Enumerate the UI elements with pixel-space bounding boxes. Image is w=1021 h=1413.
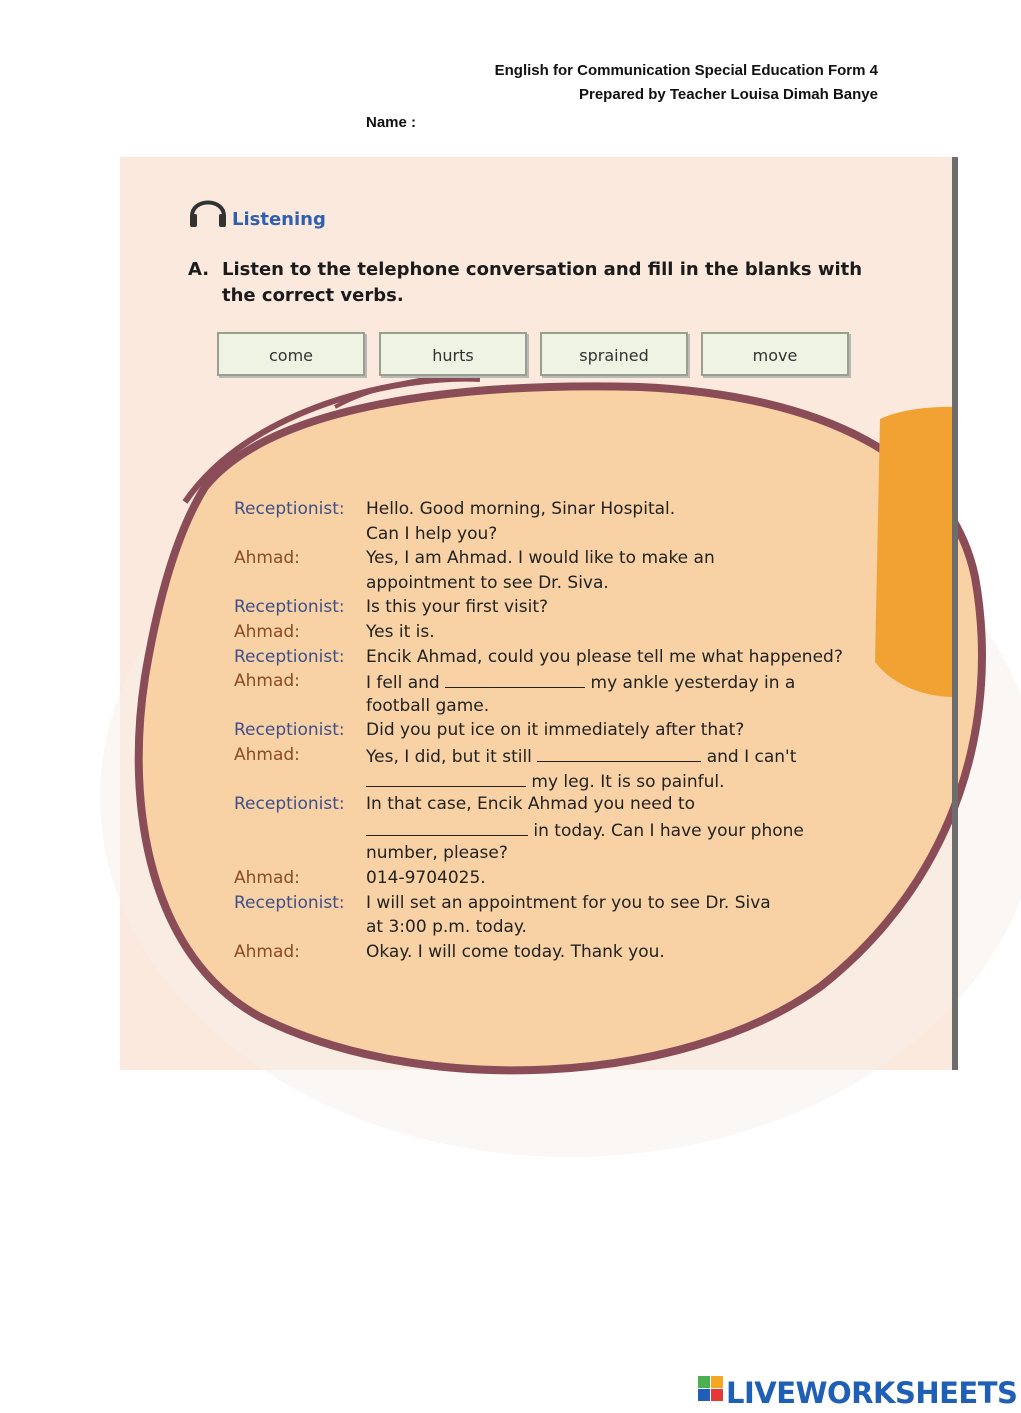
utterance-part: my leg. It is so painful. [531, 771, 725, 792]
utterance: at 3:00 p.m. today. [366, 917, 527, 938]
word-bank-item: move [701, 332, 849, 376]
instruction-text: Listen to the telephone conversation and fill in the blanks with the correct verbs. [222, 259, 863, 306]
utterance: Can I help you? [366, 523, 498, 544]
utterance: 014-9704025. [366, 867, 486, 888]
theme-subtitle: Health and Environment [1010, 441, 1021, 563]
speaker-label: Ahmad: [234, 941, 300, 962]
utterance: In that case, Encik Ahmad you need to [366, 794, 696, 815]
utterance-part: Yes, I did, but it still [366, 746, 532, 767]
utterance: number, please? [366, 843, 508, 864]
word-bank-item: come [217, 332, 365, 376]
section-title: Listening [232, 209, 326, 230]
speaker-label: Ahmad: [234, 621, 300, 642]
header-teacher: Prepared by Teacher Louisa Dimah Banye [579, 86, 878, 103]
utterance [366, 745, 796, 767]
speaker-label: Ahmad: [234, 548, 300, 569]
blank-2[interactable] [537, 745, 701, 762]
theme-tab [991, 422, 1021, 582]
utterance: Yes, I am Ahmad. I would like to make an [366, 548, 715, 569]
utterance: Encik Ahmad, could you please tell me what happened? [366, 646, 843, 667]
utterance-part: and I can't [706, 746, 797, 767]
utterance: I will set an appointment for you to see Dr. Siva [366, 892, 771, 913]
utterance-part: in today. Can I have your phone [533, 820, 804, 841]
word-bank-item: hurts [379, 332, 527, 376]
utterance: Is this your first visit? [366, 597, 549, 618]
utterance: Did you put ice on it immediately after that? [366, 720, 745, 741]
blank-3[interactable] [366, 770, 526, 787]
speaker-label: Ahmad: [234, 671, 300, 692]
name-label: Name : [366, 114, 417, 131]
utterance: football game. [366, 695, 490, 716]
liveworksheets-logo-icon [698, 1376, 724, 1402]
speaker-label: Ahmad: [234, 744, 300, 765]
headphones-icon [188, 190, 232, 230]
header-course-title: English for Communication Special Education Form 4 [494, 62, 878, 79]
instruction [188, 257, 878, 309]
utterance [366, 671, 795, 693]
liveworksheets-brand: LIVEWORKSHEETS [726, 1376, 1018, 1410]
speaker-label: Ahmad: [234, 867, 300, 888]
blank-4[interactable] [366, 819, 528, 836]
utterance-part: my ankle yesterday in a [590, 673, 796, 694]
utterance-part: I fell and [366, 673, 440, 694]
utterance [366, 819, 804, 841]
speaker-label: Receptionist: [234, 499, 345, 519]
instruction-letter: A. [188, 259, 210, 280]
panel-right-border [952, 157, 958, 1070]
theme-tab-shape [875, 407, 954, 697]
worksheet-panel [120, 157, 1021, 1070]
theme-title: THEME 2 [991, 462, 1010, 542]
utterance: Yes it is. [366, 621, 435, 642]
speaker-label: Receptionist: [234, 794, 345, 815]
utterance: Hello. Good morning, Sinar Hospital. [366, 499, 676, 519]
utterance: Okay. I will come today. Thank you. [366, 941, 665, 962]
speaker-label: Receptionist: [234, 646, 345, 667]
speaker-label: Receptionist: [234, 892, 345, 913]
speaker-label: Receptionist: [234, 597, 345, 618]
word-bank-item: sprained [540, 332, 688, 376]
blank-1[interactable] [445, 671, 585, 688]
utterance: appointment to see Dr. Siva. [366, 572, 609, 593]
utterance [366, 770, 725, 792]
speaker-label: Receptionist: [234, 720, 345, 741]
